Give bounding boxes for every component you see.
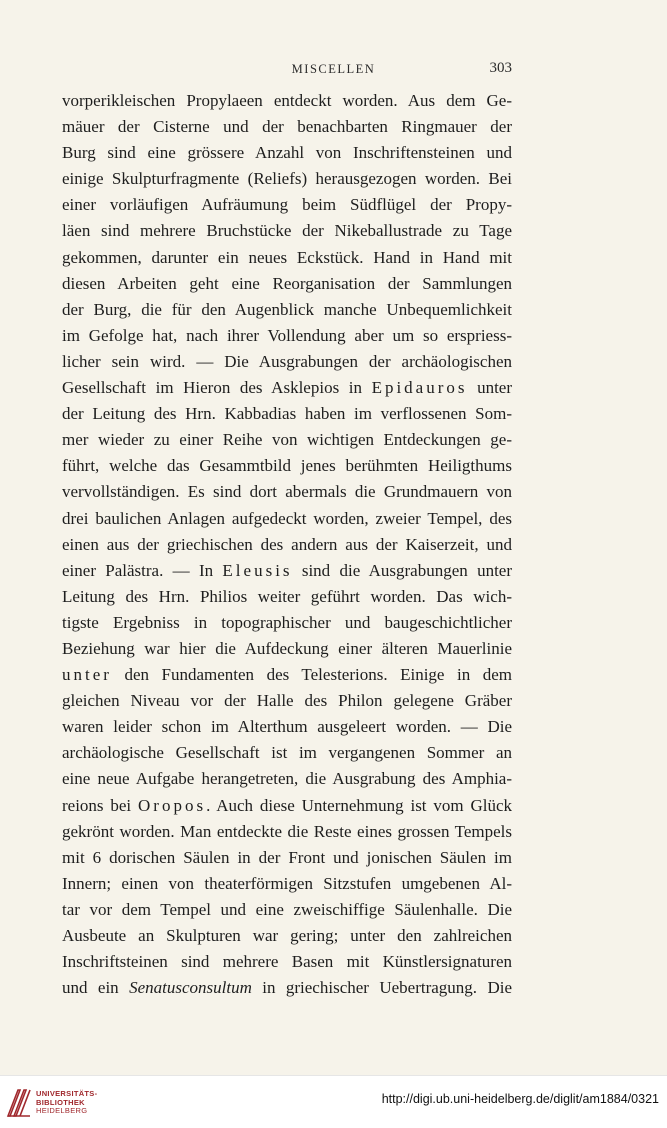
text-segment: in griechischer Uebertragung. Die [251, 978, 512, 998]
text-line: läen sind mehrere Bruchstücke der Nikeballustrade zu Tage [62, 221, 512, 241]
library-logo-text [36, 1090, 97, 1116]
text-line: vorperikleischen Propylaeen entdeckt worden. Aus dem Ge- [62, 91, 512, 110]
text-line: waren leider schon im Alterthum ausgeleert worden. — Die [62, 717, 512, 737]
text-line: Ausbeute an Skulpturen war gering; unter den zahlreichen [62, 926, 512, 945]
running-head [0, 62, 667, 82]
text-line: führt, welche das Gesammtbild jenes berühmten Heiligthums [62, 456, 512, 476]
spaced-place-name: unter [62, 665, 112, 685]
spaced-place-name: Epidauros [371, 378, 468, 398]
text-segment: einer Palästra. — In [62, 560, 223, 580]
text-line: drei baulichen Anlagen aufgedeckt worden, zweier Tempel, des [62, 508, 512, 528]
running-title: MISCELLEN [291, 62, 376, 76]
text-line: einen aus der griechischen des andern aus der Kaiserzeit, und [62, 534, 512, 554]
text-line: archäologische Gesellschaft ist im vergangenen Sommer an [62, 743, 512, 763]
text-line: Innern; einen von theaterförmigen Sitzstufen umgebenen Al- [62, 873, 512, 893]
spaced-place-name: Oropos [138, 795, 207, 815]
logo-line-1: UNIVERSITÄTS- [36, 1089, 98, 1098]
text-line: gekrönt worden. Man entdeckte die Reste eines grossen Tempels [62, 821, 512, 841]
text-line: tar vor dem Tempel und eine zweischiffige Säulenhalle. Die [62, 899, 512, 919]
text-line: licher sein wird. — Die Ausgrabungen der archäologischen [62, 351, 512, 371]
library-logo[interactable] [6, 1084, 126, 1120]
logo-line-2: BIBLIOTHEK [36, 1097, 85, 1107]
text-line: diesen Arbeiten geht eine Reorganisation der Sammlungen [62, 273, 512, 293]
text-segment: den Fundamenten des Telesterions. Einige in dem [111, 665, 512, 685]
text-line: vervollständigen. Es sind dort abermals die Grundmauern von [62, 482, 512, 502]
logo-line-3: HEIDELBERG [36, 1106, 88, 1115]
text-segment: sind die Ausgrabungen unter [292, 560, 512, 580]
text-segment: . Auch diese Unternehmung ist vom Glück [206, 795, 512, 815]
text-line [62, 558, 512, 584]
text-line [62, 662, 512, 688]
text-line: Beziehung war hier die Aufdeckung einer älteren Mauerlinie [62, 638, 512, 658]
text-line: im Gefolge hat, nach ihrer Vollendung aber um so erspriess- [62, 325, 512, 345]
text-line: eine neue Aufgabe herangetreten, die Ausgrabung des Amphia- [62, 769, 512, 789]
text-segment: unter [467, 378, 513, 398]
text-line: tigste Ergebniss in topographischer und baugeschichtlicher [62, 612, 512, 632]
text-line: der Burg, die für den Augenblick manche Unbequemlichkeit [62, 299, 512, 319]
text-line: mäuer der Cisterne und der benachbarten Ringmauer der [62, 117, 512, 137]
text-segment: und ein [62, 978, 130, 998]
text-line: einer vorläufigen Aufräumung beim Südflügel der Propy- [62, 195, 512, 215]
text-line: gekommen, darunter ein neues Eckstück. Hand in Hand mit [62, 247, 512, 267]
text-line: Inschriftsteinen sind mehrere Basen mit Künstlersignaturen [62, 952, 512, 972]
text-line: Leitung des Hrn. Philios weiter geführt worden. Das wich- [62, 586, 512, 606]
italic-term: Senatusconsultum [129, 978, 252, 998]
page-number: 303 [489, 60, 512, 76]
text-line [62, 793, 512, 819]
text-segment: Gesellschaft im Hieron des Asklepios in [62, 378, 372, 398]
spaced-place-name: Eleusis [222, 560, 293, 580]
text-line: der Leitung des Hrn. Kabbadias haben im verflossenen Som- [62, 404, 512, 424]
library-logo-icon [6, 1086, 32, 1118]
text-line [62, 375, 512, 401]
footer-bar [0, 1075, 667, 1128]
source-url-link[interactable]: http://digi.ub.uni-heidelberg.de/diglit/am1884/0321 [381, 1092, 659, 1106]
text-line: mer wieder zu einer Reihe von wichtigen Entdeckungen ge- [62, 430, 512, 450]
text-line: gleichen Niveau vor der Halle des Philon gelegene Gräber [62, 691, 512, 711]
text-line: mit 6 dorischen Säulen in der Front und jonischen Säulen im [62, 847, 512, 867]
body-text [62, 88, 512, 1001]
text-line: einige Skulpturfragmente (Reliefs) herausgezogen worden. Bei [62, 169, 512, 189]
text-segment: reions bei [62, 795, 138, 815]
text-line [62, 975, 512, 1001]
text-line: Burg sind eine grössere Anzahl von Inschriftensteinen und [62, 143, 512, 163]
